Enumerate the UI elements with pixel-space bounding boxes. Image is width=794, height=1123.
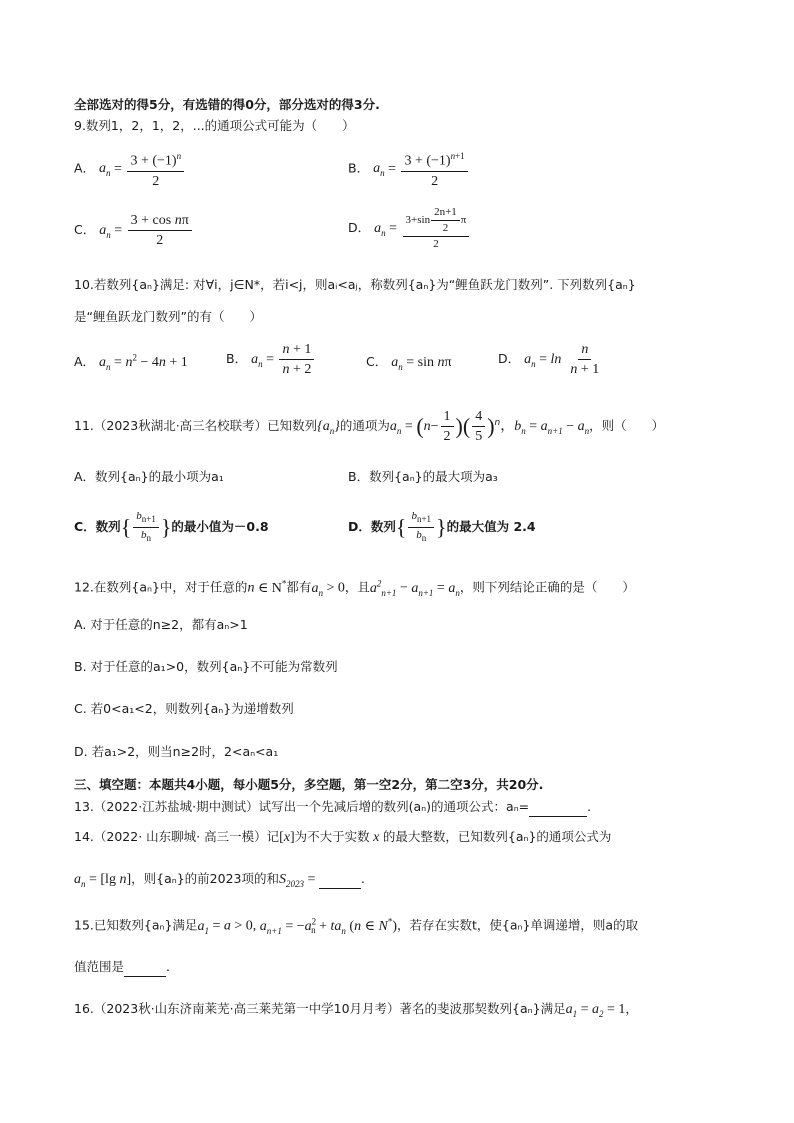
q9-d-fraction: 3+sin $\frac{2n+1}{2}$ π 2 (403, 206, 470, 251)
q12-option-a[interactable]: A. 对于任意的n≥2，都有aₙ>1 (74, 617, 248, 632)
q11-option-b[interactable]: B．数列{aₙ}的最大项为a₃ (348, 469, 498, 484)
q9-c-fraction: $\frac{\text{3 + cos nπ}}{2}$ (128, 212, 192, 249)
q10-option-d[interactable]: D． $a_n = \ln$ $\frac{n}{n + 1}$ (498, 342, 600, 377)
q11-stem: 11.（2023秋湖北·高三名校联考）已知数列$\{a_n\}$的通项为$a_n = (n-$ $\frac{1}{2}$ )( $\frac{4}{5}$ )$^n$，$b_n = a_{n+1} - a_n$，则（ ） (74, 409, 665, 445)
q10-stem-line1: 10.若数列{aₙ}满足: 对∀i，j∈N*，若i<j，则aᵢ<aⱼ，称数列{aₙ}为“鲤鱼跃龙门数列”. 下列数列{aₙ} (74, 277, 636, 292)
q13-answer-blank[interactable] (529, 798, 587, 817)
q10-stem-line2: 是“鲤鱼跃龙门数列”的有（ ） (74, 309, 262, 324)
q15-line1: 15.已知数列{aₙ}满足$a_1 = a > 0$, $a_{n+1} = -a^2_n + ta_n$ (n ∈ N*)，若存在实数t，使{aₙ}单调递增，则a的取 (74, 916, 639, 936)
score-note: 全部选对的得5分，有选错的得0分，部分选对的得3分. (74, 97, 380, 112)
q10-option-a[interactable]: A． $a_n = n^2 - 4n + 1$ (74, 352, 188, 372)
q9-a-fraction: $\frac{3 + (-1)^n}{2}$ (127, 148, 184, 190)
q14-answer-blank[interactable] (319, 870, 361, 889)
q10-option-c[interactable]: C． $a_n = \sin n\pi$ (366, 354, 452, 372)
q9-option-d[interactable]: D． $a_n$ = 3+sin $\frac{2n+1}{2}$ π 2 (348, 206, 471, 251)
q12-option-b[interactable]: B. 对于任意的a₁>0，数列{aₙ}不可能为常数列 (74, 659, 338, 674)
q9-option-c[interactable]: C． $a_n$ = $\frac{\text{3 + cos nπ}}{2}$ (74, 212, 194, 249)
q11-option-a[interactable]: A．数列{aₙ}的最小项为a₁ (74, 469, 224, 484)
q12-option-d[interactable]: D. 若a₁>2，则当n≥2时，2<aₙ<a₁ (74, 744, 279, 759)
q13-stem: 13.（2022·江苏盐城·期中测试）试写出一个先减后增的数列(aₙ)的通项公式：aₙ= . (74, 798, 591, 817)
q11-option-d[interactable]: D．数列{ $\frac{b_{n+1}}{b_n}$ }的最大值为 2.4 (348, 510, 536, 544)
q14-line1: 14.（2022· 山东聊城· 高三一模）记[x]为不大于实数 x 的最大整数，已知数列{aₙ}的通项公式为 (74, 829, 612, 845)
q14-line2: $a_n = [\lg$ n]，则{aₙ}的前2023项的和$S_{2023}$ = . (74, 871, 365, 889)
q9-stem: 9.数列1，2，1，2，...的通项公式可能为（ ） (74, 118, 355, 133)
q16-line1: 16.（2023秋·山东济南莱芜·高三莱芜第一中学10月月考）著名的斐波那契数列{aₙ}满足$a_1 = a_2 = 1$， (74, 1001, 638, 1019)
q10-option-b[interactable]: B． $a_n$ = $\frac{n + 1}{n + 2}$ (226, 341, 316, 378)
q12-stem: 12.在数列{aₙ}中，对于任意的n ∈ N*都有$a_n > 0$，且$a^2_{n+1} - a_{n+1} = a_n$，则下列结论正确的是（ ） (74, 578, 635, 598)
q9-option-a[interactable]: A． $a_n$ = $\frac{3 + (-1)^n}{2}$ (74, 148, 186, 190)
q15-line2: 值范围是 . (74, 958, 170, 977)
q12-option-c[interactable]: C. 若0<a₁<2，则数列{aₙ}为递增数列 (74, 701, 294, 716)
q11-option-c[interactable]: C．数列{ $\frac{b_{n+1}}{b_n}$ }的最小值为－0.8 (74, 510, 269, 544)
q9-option-b[interactable]: B． $a_n$ = $\frac{3 + (-1)^{n+1}}{2}$ (348, 148, 470, 190)
q15-answer-blank[interactable] (124, 958, 166, 977)
section-3-heading: 三、填空题：本题共4小题，每小题5分，多空题，第一空2分，第二空3分，共20分. (74, 777, 544, 792)
q9-b-fraction: $\frac{3 + (-1)^{n+1}}{2}$ (401, 148, 467, 190)
